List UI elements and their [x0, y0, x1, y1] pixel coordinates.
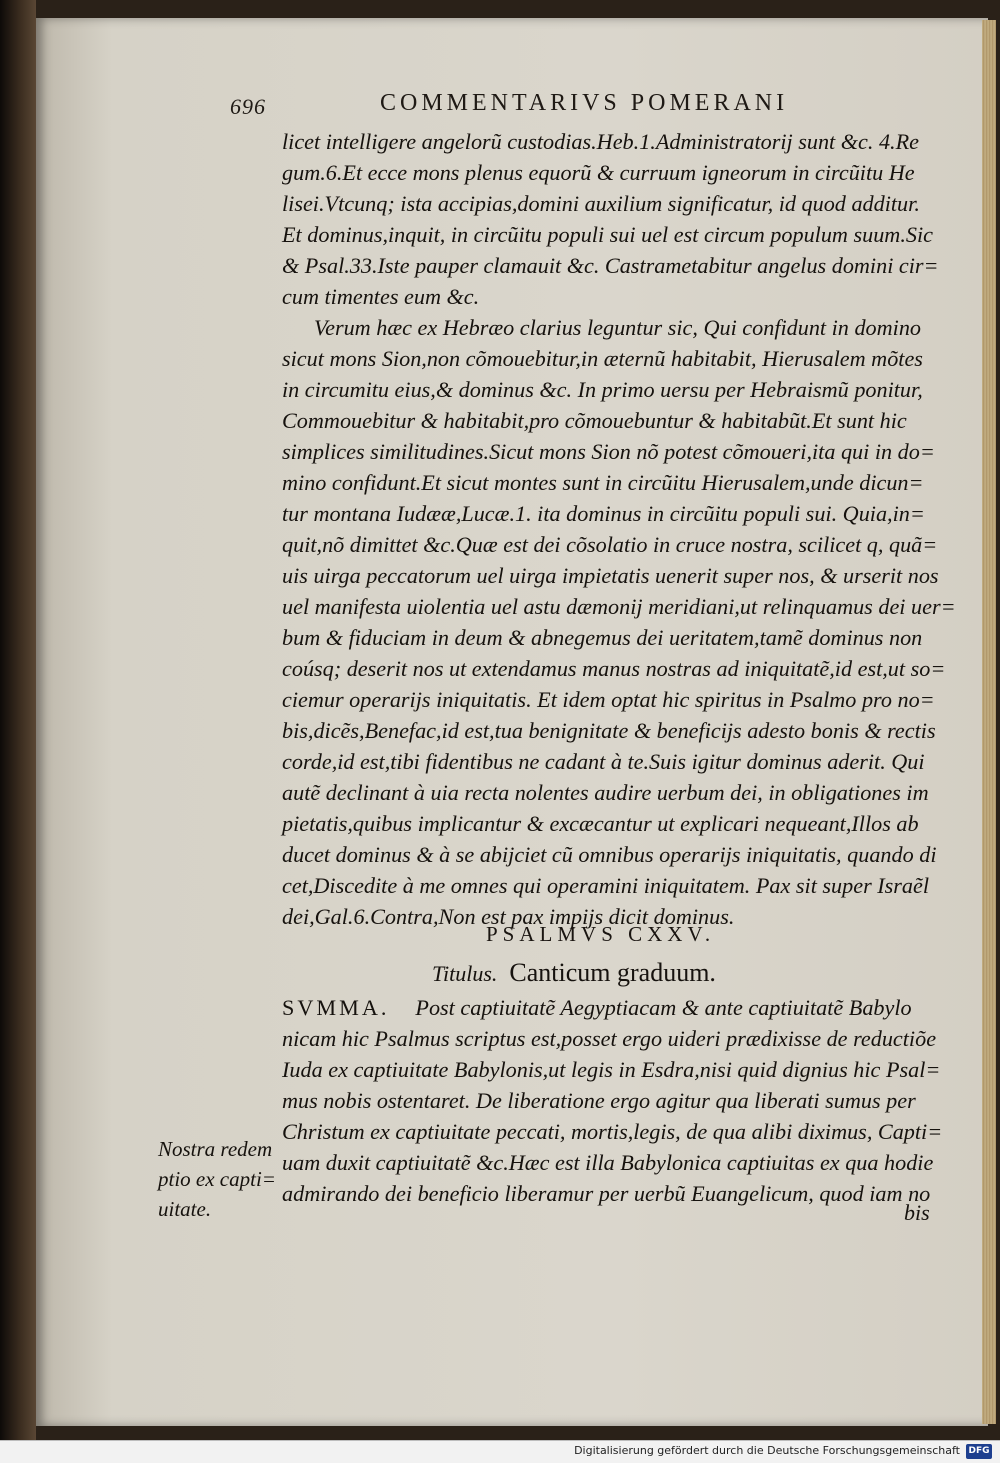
text-line: corde,id est,tibi fidentibus ne cadant à te.Suis igitur dominus aderit. Qui [282, 749, 925, 774]
text-line: ciemur operarijs iniquitatis. Et idem optat hic spiritus in Psalmo pro no= [282, 687, 935, 712]
text-line: admirando dei beneficio liberamur per uerbũ Euangelicum, quod iam no [282, 1181, 931, 1206]
text-line: coúsq; deserit nos ut extendamus manus nostras ad iniquitatẽ,id est,ut so= [282, 656, 946, 681]
commentary-body [282, 126, 956, 932]
text-line: Verum hæc ex Hebræo clarius leguntur sic, Qui confidunt in domino [314, 315, 922, 340]
text-line: simplices similitudines.Sicut mons Sion nõ potest cõmoueri,ita qui in do= [282, 439, 935, 464]
margin-line: ptio ex capti= [158, 1167, 276, 1191]
text-line: uel manifesta uiolentia uel astu dæmonij meridiani,ut relinquamus dei uer= [282, 594, 956, 619]
psalm-title [432, 958, 716, 988]
text-line: bum & fiduciam in deum & abnegemus dei ueritatem,tamẽ dominus non [282, 625, 923, 650]
margin-line: uitate. [158, 1197, 212, 1221]
text-line: in circumitu eius,& dominus &c. In primo uersu per Hebraismũ ponitur, [282, 377, 923, 402]
text-line: uam duxit captiuitatẽ &c.Hæc est illa Babylonica captiuitas ex qua hodie [282, 1150, 934, 1175]
text-line: Christum ex captiuitate peccati, mortis,legis, de qua alibi diximus, Capti= [282, 1119, 943, 1144]
dfg-logo: DFG [966, 1444, 992, 1459]
margin-line: Nostra redem [158, 1137, 273, 1161]
page-edges [982, 20, 996, 1424]
book-spine [0, 0, 36, 1440]
marginal-note [158, 1134, 288, 1224]
text-line: & Psal.33.Iste pauper clamauit &c. Castrametabitur angelus domini cir= [282, 253, 939, 278]
summa-label: SVMMA. [282, 995, 390, 1020]
text-line: licet intelligere angelorũ custodias.Heb.1.Administratorij sunt &c. 4.Re [282, 129, 919, 154]
text-line: nicam hic Psalmus scriptus est,posset ergo uideri prædixisse de reductiõe [282, 1026, 937, 1051]
psalm-heading: PSALMVS CXXV. [486, 922, 716, 946]
text-line: uis uirga peccatorum uel uirga impietatis uenerit super nos, & urserit nos [282, 563, 939, 588]
text-line: tur montana Iudææ,Lucæ.1. ita dominus in circũitu populi sui. Quia,in= [282, 501, 925, 526]
text-line: gum.6.Et ecce mons plenus equorũ & curruum igneorum in circũitu He [282, 160, 915, 185]
footer-bar [0, 1440, 1000, 1463]
text-line: Iuda ex captiuitate Babylonis,ut legis in Esdra,nisi quid dignius hic Psal= [282, 1057, 941, 1082]
text-line: mus nobis ostentaret. De liberatione ergo agitur qua liberati sumus per [282, 1088, 916, 1113]
text-line: quit,nõ dimittet &c.Quæ est dei cõsolatio in cruce nostra, scilicet q, quã= [282, 532, 938, 557]
text-line: lisei.Vtcunq; ista accipias,domini auxilium significatur, id quod additur. [282, 191, 920, 216]
text-line: sicut mons Sion,non cõmouebitur,in æternũ habitabit, Hierusalem mõtes [282, 346, 923, 371]
text-line: ducet dominus & à se abijciet cũ omnibus operarijs iniquitatis, quando di [282, 842, 937, 867]
text-line: cet,Discedite à me omnes qui operamini iniquitatem. Pax sit super Israẽl [282, 873, 930, 898]
catchword: bis [904, 1200, 930, 1225]
title-text: Canticum graduum. [509, 958, 716, 987]
page-number: 696 [230, 94, 266, 119]
title-label: Titulus. [432, 961, 498, 986]
funding-credit: Digitalisierung gefördert durch die Deutsche Forschungsgemeinschaft [574, 1444, 960, 1457]
summary-first-line: Post captiuitatẽ Aegyptiacam & ante captiuitatẽ Babylo [415, 995, 912, 1020]
text-line: pietatis,quibus implicantur & excæcantur ut explicari nequeant,Illos ab [282, 811, 919, 836]
text-line: Commouebitur & habitabit,pro cõmouebuntur & habitabũt.Et sunt hic [282, 408, 907, 433]
text-line [282, 992, 942, 1023]
text-line: bis,dicẽs,Benefac,id est,tua benignitate & beneficijs adesto bonis & rectis [282, 718, 936, 743]
summary-block [282, 992, 942, 1209]
text-line: autẽ declinant à uia recta nolentes audire uerbum dei, in obligationes im [282, 780, 929, 805]
text-line: mino confidunt.Et sicut montes sunt in circũitu Hierusalem,unde dicun= [282, 470, 924, 495]
text-line: cum timentes eum &c. [282, 284, 480, 309]
text-line: dei,Gal.6.Contra,Non est pax impijs dicit dominus. [282, 904, 735, 929]
text-line: Et dominus,inquit, in circũitu populi sui uel est circum populum suum.Sic [282, 222, 933, 247]
running-head: COMMENTARIVS POMERANI [380, 90, 789, 116]
